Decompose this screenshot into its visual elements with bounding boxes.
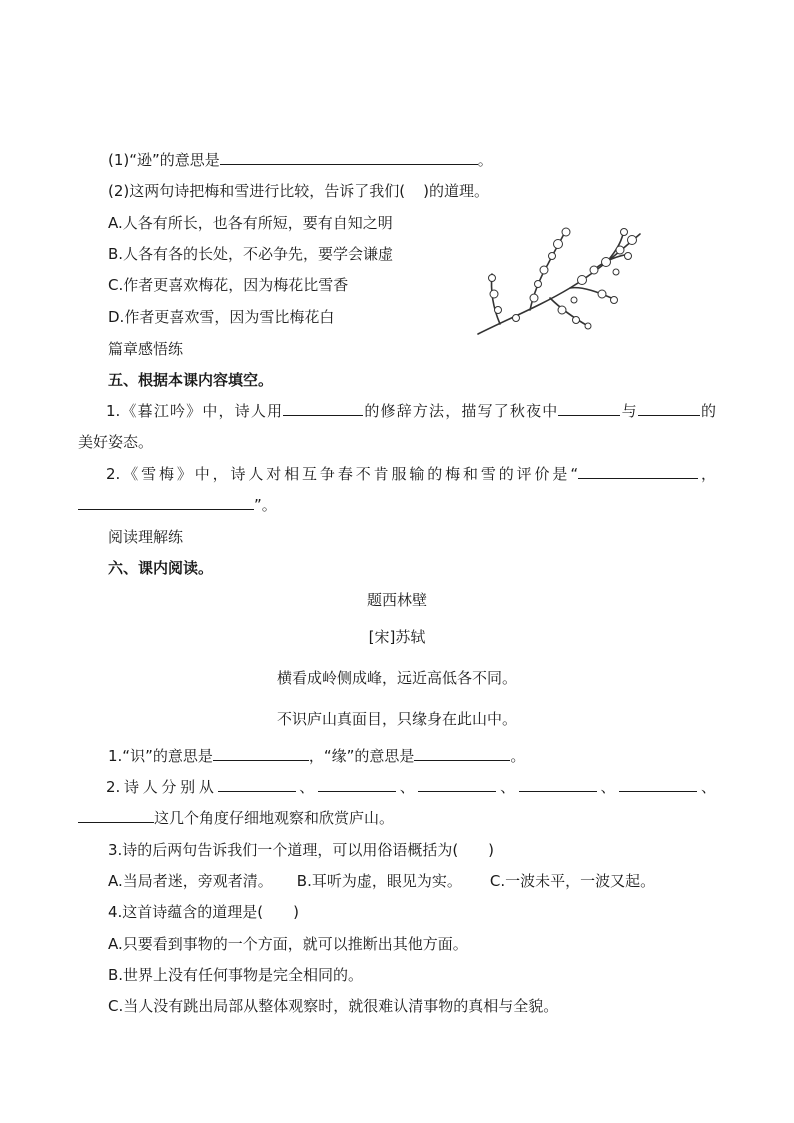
poem-line-2: 不识庐山真面目，只缘身在此山中。 [276,710,517,728]
option-b[interactable]: B.人各有各的长处，不必争先，要学会谦虚 [108,245,394,263]
section-title-six: 六、课内阅读。 [108,559,214,577]
answer-blank[interactable] [318,777,396,792]
answer-blank[interactable] [218,777,296,792]
reading-question-2: 2.诗人分别从 、 、 、 、 、 [106,778,716,796]
question-compare: (2)这两句诗把梅和雪进行比较，告诉了我们( )的道理。 [108,182,489,200]
question-xun: (1)“逊”的意思是 。 [108,151,493,169]
section-title-chapter: 篇章感悟练 [108,340,184,358]
poem-line-1: 横看成岭侧成峰，远近高低各不同。 [276,669,517,687]
option-a[interactable]: A.只要看到事物的一个方面，就可以推断出其他方面。 [108,935,468,953]
answer-blank[interactable] [578,464,698,479]
reading-question-3-options [108,871,655,891]
option-d[interactable]: D.作者更喜欢雪，因为雪比梅花白 [108,308,335,326]
reading-question-2-cont: 这几个角度仔细地观察和欣赏庐山。 [78,808,394,828]
option-a[interactable]: A.人各有所长，也各有所短，要有自知之明 [108,214,393,232]
option-a[interactable]: A.当局者迷，旁观者清。 [108,872,273,890]
section-title-reading: 阅读理解练 [108,528,184,546]
reading-question-3: 3.诗的后两句告诉我们一个道理，可以用俗语概括为( ) [108,841,495,859]
option-c[interactable]: C.当人没有跳出局部从整体观察时，就很难认清事物的真相与全貌。 [108,997,559,1015]
answer-blank[interactable] [418,777,496,792]
answer-blank[interactable] [213,746,309,761]
answer-blank[interactable] [619,777,697,792]
fill-question-1-cont: 美好姿态。 [78,433,154,451]
answer-blank[interactable] [283,401,363,416]
fill-question-2: 2.《雪梅》中，诗人对相互争春不肯服输的梅和雪的评价是“ ， [106,465,716,483]
fill-question-2-cont: ”。 [78,495,277,515]
answer-blank[interactable] [78,808,154,823]
poem-author: [宋]苏轼 [368,628,426,646]
reading-question-4: 4.这首诗蕴含的道理是( ) [108,903,300,921]
answer-blank[interactable] [220,150,478,165]
option-b[interactable]: B.世界上没有任何事物是完全相同的。 [108,966,364,984]
answer-blank[interactable] [78,495,254,510]
answer-blank[interactable] [558,401,620,416]
option-b[interactable]: B.耳听为虚，眼见为实。 [296,872,462,890]
poem-title: 题西林壁 [366,591,427,609]
option-c[interactable]: C.一波未平，一波又起。 [489,872,656,890]
plum-blossom-branch-icon [470,222,650,344]
answer-blank[interactable] [519,777,597,792]
option-c[interactable]: C.作者更喜欢梅花，因为梅花比雪香 [108,276,349,294]
answer-blank[interactable] [638,401,700,416]
section-title-five: 五、根据本课内容填空。 [108,371,274,389]
fill-question-1: 1.《暮江吟》中，诗人用 的修辞方法，描写了秋夜中 与 的 [106,402,716,420]
reading-question-1: 1.“识”的意思是 ，“缘”的意思是 。 [108,747,526,765]
answer-blank[interactable] [414,746,510,761]
